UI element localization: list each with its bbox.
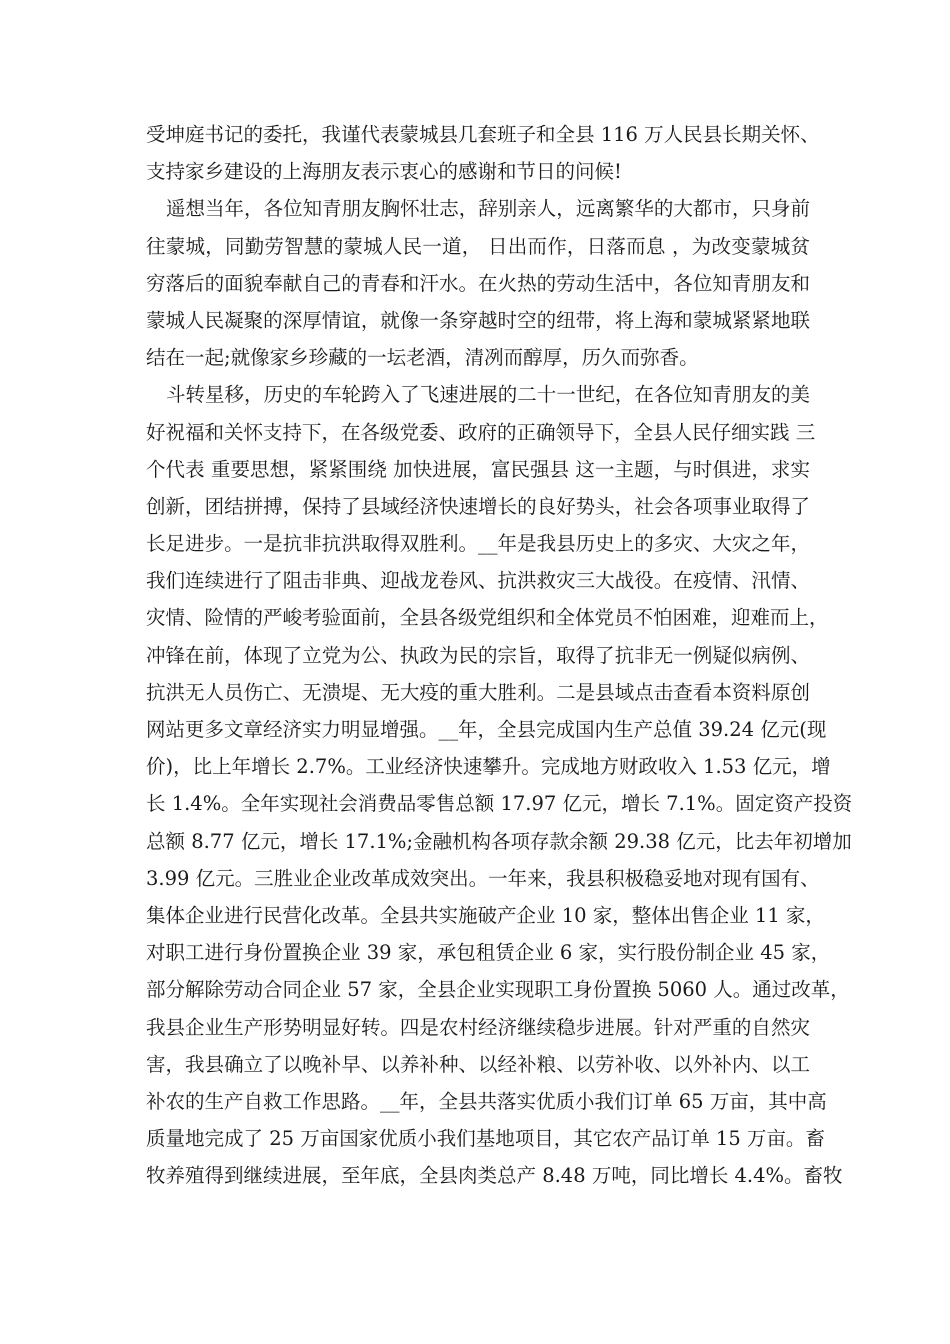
text-line: 长 1.4%。全年实现社会消费品零售总额 17.97 亿元，增长 7.1%。固定资产投资 xyxy=(146,792,853,816)
text-line: 冲锋在前，体现了立党为公、执政为民的宗旨，取得了抗非无一例疑似病例、 xyxy=(146,643,810,667)
text-line: 抗洪无人员伤亡、无溃堤、无大疫的重大胜利。二是县域点击查看本资料原创 xyxy=(146,680,810,704)
text-line: 牧养殖得到继续进展，至年底，全县肉类总产 8.48 万吨，同比增长 4.4%。畜牧 xyxy=(146,1164,843,1188)
text-line: 价)，比上年增长 2.7%。工业经济快速攀升。完成地方财政收入 1.53 亿元，增 xyxy=(146,755,831,779)
text-line: 网站更多文章经济实力明显增强。__年，全县完成国内生产总值 39.24 亿元(现 xyxy=(146,718,827,741)
text-line: 长足进步。一是抗非抗洪取得双胜利。__年是我县历史上的多灾、大灾之年， xyxy=(146,532,810,556)
text-line: 总额 8.77 亿元，增长 17.1%;金融机构各项存款余额 29.38 亿元，比去年初增加 xyxy=(146,829,852,853)
text-line: 受坤庭书记的委托，我谨代表蒙城县几套班子和全县 116 万人民县长期关怀、 xyxy=(146,123,820,146)
text-line: 穷落后的面貌奉献自己的青春和汗水。在火热的劳动生活中，各位知青朋友和 xyxy=(146,271,810,295)
text-line: 创新，团结拼搏，保持了县域经济快速增长的良好势头，社会各项事业取得了 xyxy=(146,494,810,518)
text-line: 结在一起;就像家乡珍藏的一坛老酒，清冽而醇厚，历久而弥香。 xyxy=(146,346,699,370)
text-line: 灾情、险情的严峻考验面前，全县各级党组织和全体党员不怕困难，迎难而上， xyxy=(146,606,829,630)
text-line: 往蒙城，同勤劳智慧的蒙城人民一道， 日出而作，日落而息 ，为改变蒙城贫 xyxy=(146,234,810,258)
text-line: 对职工进行身份置换企业 39 家，承包租赁企业 6 家，实行股份制企业 45 家， xyxy=(146,941,831,965)
text-line: 蒙城人民凝聚的深厚情谊，就像一条穿越时空的纽带，将上海和蒙城紧紧地联 xyxy=(146,308,810,332)
text-line: 个代表 重要思想，紧紧围绕 加快进展，富民强县 这一主题，与时俱进，求实 xyxy=(146,457,810,481)
text-line: 部分解除劳动合同企业 57 家，全县企业实现职工身份置换 5060 人。通过改革， xyxy=(146,978,850,1002)
text-line: 害，我县确立了以晚补早、以养补种、以经补粮、以劳补收、以外补内、以工 xyxy=(146,1052,810,1076)
text-line: 质量地完成了 25 万亩国家优质小我们基地项目，其它农产品订单 15 万亩。畜 xyxy=(146,1127,825,1151)
text-line: 集体企业进行民营化改革。全县共实施破产企业 10 家，整体出售企业 11 家， xyxy=(146,903,825,927)
body-text xyxy=(146,116,853,1194)
text-line: 我县企业生产形势明显好转。四是农村经济继续稳步进展。针对严重的自然灾 xyxy=(146,1015,810,1039)
text-line: 斗转星移，历史的车轮跨入了飞速进展的二十一世纪，在各位知青朋友的美 xyxy=(166,383,810,407)
text-line: 支持家乡建设的上海朋友表示衷心的感谢和节日的问候! xyxy=(146,160,622,184)
text-line: 3.99 亿元。三胜业企业改革成效突出。一年来，我县积极稳妥地对现有国有、 xyxy=(146,866,820,890)
text-line: 我们连续进行了阻击非典、迎战龙卷风、抗洪救灾三大战役。在疫情、汛情、 xyxy=(146,569,810,593)
text-line: 补农的生产自救工作思路。__年，全县共落实优质小我们订单 65 万亩，其中高 xyxy=(146,1089,827,1113)
text-line: 好祝福和关怀支持下，在各级党委、政府的正确领导下，全县人民仔细实践 三 xyxy=(146,420,816,444)
text-line: 遥想当年，各位知青朋友胸怀壮志，辞别亲人，远离繁华的大都市，只身前 xyxy=(166,197,810,221)
